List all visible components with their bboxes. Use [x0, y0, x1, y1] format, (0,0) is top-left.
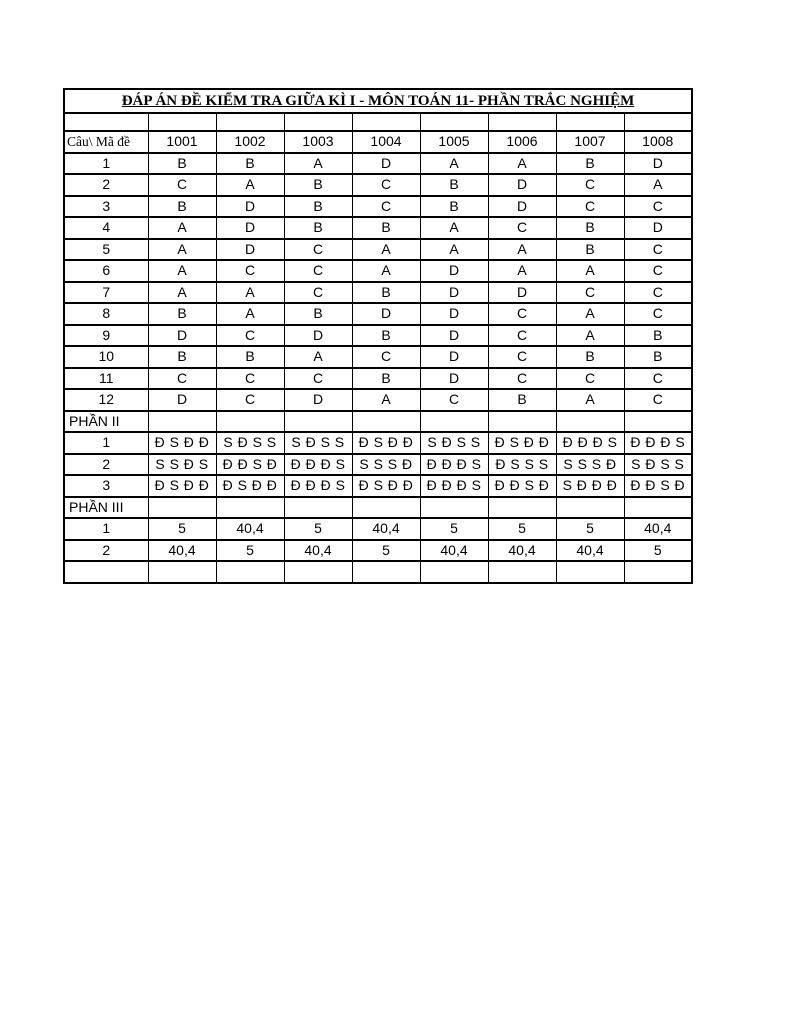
answer-cell: S Đ S S	[284, 432, 352, 454]
empty-cell	[148, 113, 216, 131]
answer-cell: B	[352, 325, 420, 347]
answer-cell: A	[556, 325, 624, 347]
answer-row-part1	[64, 260, 692, 282]
question-number: 12	[64, 389, 148, 411]
answer-cell: D	[420, 368, 488, 390]
answer-cell: Đ S S S	[488, 454, 556, 476]
answer-cell: A	[420, 153, 488, 175]
answer-cell: B	[284, 174, 352, 196]
answer-cell: Đ S Đ Đ	[488, 432, 556, 454]
empty-cell	[556, 561, 624, 583]
answer-cell: S Đ Đ Đ	[556, 475, 624, 497]
answer-cell: B	[352, 368, 420, 390]
answer-cell: 40,4	[624, 518, 692, 540]
answer-cell: D	[420, 325, 488, 347]
code-header: 1003	[284, 131, 352, 153]
answer-cell: D	[624, 217, 692, 239]
question-number: 2	[64, 174, 148, 196]
code-header: 1008	[624, 131, 692, 153]
answer-cell: D	[352, 153, 420, 175]
answer-cell: 40,4	[148, 540, 216, 562]
answer-cell: D	[352, 303, 420, 325]
table-title-row	[64, 89, 692, 113]
answer-cell: 40,4	[352, 518, 420, 540]
empty-cell	[624, 497, 692, 519]
spacer-row	[64, 113, 692, 131]
answer-cell: S S S Đ	[352, 454, 420, 476]
question-number: 3	[64, 475, 148, 497]
part3-label-row	[64, 497, 692, 519]
header-row	[64, 131, 692, 153]
question-number: 2	[64, 454, 148, 476]
empty-cell	[488, 411, 556, 433]
answer-cell: A	[148, 217, 216, 239]
answer-row-part3	[64, 518, 692, 540]
answer-cell: C	[352, 346, 420, 368]
code-header: 1004	[352, 131, 420, 153]
answer-cell: 40,4	[488, 540, 556, 562]
empty-cell	[284, 411, 352, 433]
question-number: 2	[64, 540, 148, 562]
section-label: PHẦN II	[64, 411, 148, 433]
answer-row-part2	[64, 475, 692, 497]
answer-cell: C	[420, 389, 488, 411]
answer-cell: C	[624, 239, 692, 261]
answer-cell: S Đ S S	[624, 454, 692, 476]
question-number: 8	[64, 303, 148, 325]
answer-cell: C	[624, 196, 692, 218]
spacer-row	[64, 561, 692, 583]
answer-row-part2	[64, 432, 692, 454]
answer-cell: C	[488, 368, 556, 390]
empty-cell	[148, 497, 216, 519]
answer-cell: B	[284, 217, 352, 239]
answer-row-part1	[64, 325, 692, 347]
answer-cell: C	[624, 260, 692, 282]
empty-cell	[216, 497, 284, 519]
answer-cell: B	[148, 303, 216, 325]
question-number: 3	[64, 196, 148, 218]
code-header: 1007	[556, 131, 624, 153]
answer-cell: D	[148, 389, 216, 411]
empty-cell	[64, 113, 148, 131]
answer-cell: A	[216, 282, 284, 304]
answer-cell: A	[556, 260, 624, 282]
empty-cell	[216, 113, 284, 131]
answer-row-part1	[64, 196, 692, 218]
answer-cell: 40,4	[216, 518, 284, 540]
empty-cell	[488, 113, 556, 131]
answer-cell: C	[216, 260, 284, 282]
answer-cell: B	[284, 303, 352, 325]
answer-cell: D	[420, 260, 488, 282]
answer-cell: 40,4	[284, 540, 352, 562]
answer-cell: D	[284, 389, 352, 411]
answer-cell: 5	[284, 518, 352, 540]
answer-cell: C	[216, 368, 284, 390]
answer-cell: 40,4	[556, 540, 624, 562]
question-number: 1	[64, 153, 148, 175]
answer-cell: A	[352, 389, 420, 411]
question-number: 11	[64, 368, 148, 390]
answer-row-part2	[64, 454, 692, 476]
answer-cell: A	[284, 346, 352, 368]
answer-cell: B	[352, 217, 420, 239]
answer-cell: B	[556, 239, 624, 261]
answer-cell: A	[488, 239, 556, 261]
answer-cell: C	[624, 282, 692, 304]
answer-cell: C	[488, 217, 556, 239]
empty-cell	[64, 561, 148, 583]
answer-cell: B	[420, 196, 488, 218]
answer-cell: Đ Đ S Đ	[624, 475, 692, 497]
question-number: 7	[64, 282, 148, 304]
answer-cell: B	[148, 153, 216, 175]
answer-cell: Đ S Đ Đ	[216, 475, 284, 497]
answer-cell: A	[284, 153, 352, 175]
answer-cell: C	[284, 368, 352, 390]
empty-cell	[420, 561, 488, 583]
part2-label-row	[64, 411, 692, 433]
answer-cell: Đ Đ S Đ	[488, 475, 556, 497]
answer-cell: 5	[216, 540, 284, 562]
answer-cell: D	[216, 239, 284, 261]
empty-cell	[352, 497, 420, 519]
empty-cell	[556, 497, 624, 519]
empty-cell	[488, 561, 556, 583]
answer-cell: Đ Đ Đ S	[420, 475, 488, 497]
empty-cell	[284, 561, 352, 583]
answer-cell: B	[216, 153, 284, 175]
answer-cell: Đ S Đ Đ	[148, 432, 216, 454]
answer-cell: C	[556, 174, 624, 196]
answer-cell: B	[148, 196, 216, 218]
answer-cell: A	[216, 303, 284, 325]
empty-cell	[420, 113, 488, 131]
answer-cell: B	[624, 346, 692, 368]
answer-cell: C	[488, 325, 556, 347]
answer-cell: D	[488, 282, 556, 304]
answer-row-part1	[64, 282, 692, 304]
question-number: 10	[64, 346, 148, 368]
code-header: 1005	[420, 131, 488, 153]
answer-cell: D	[216, 217, 284, 239]
answer-cell: Đ S Đ Đ	[352, 475, 420, 497]
answer-cell: C	[488, 346, 556, 368]
answer-cell: C	[556, 196, 624, 218]
empty-cell	[148, 411, 216, 433]
answer-cell: C	[284, 260, 352, 282]
section-label: PHẦN III	[64, 497, 148, 519]
empty-cell	[352, 113, 420, 131]
answer-cell: Đ S Đ Đ	[148, 475, 216, 497]
answer-cell: C	[556, 282, 624, 304]
answer-cell: B	[556, 153, 624, 175]
empty-cell	[216, 411, 284, 433]
answer-cell: 5	[420, 518, 488, 540]
answer-cell: B	[556, 217, 624, 239]
answer-cell: B	[148, 346, 216, 368]
answer-cell: D	[420, 346, 488, 368]
empty-cell	[352, 411, 420, 433]
answer-cell: Đ Đ Đ S	[284, 454, 352, 476]
answer-cell: D	[284, 325, 352, 347]
answer-cell: A	[556, 389, 624, 411]
code-header: 1002	[216, 131, 284, 153]
empty-cell	[352, 561, 420, 583]
empty-cell	[488, 497, 556, 519]
code-header: 1001	[148, 131, 216, 153]
answer-cell: 5	[556, 518, 624, 540]
answer-cell: C	[216, 325, 284, 347]
answer-cell: B	[624, 325, 692, 347]
question-number: 9	[64, 325, 148, 347]
answer-cell: S Đ S S	[216, 432, 284, 454]
answer-cell: 5	[148, 518, 216, 540]
answer-cell: Đ Đ Đ S	[420, 454, 488, 476]
answer-cell: C	[352, 174, 420, 196]
question-number: 1	[64, 518, 148, 540]
answer-cell: A	[624, 174, 692, 196]
answer-cell: Đ S Đ Đ	[352, 432, 420, 454]
answer-cell: C	[284, 282, 352, 304]
empty-cell	[624, 113, 692, 131]
answer-cell: D	[488, 174, 556, 196]
answer-cell: C	[624, 389, 692, 411]
answer-cell: D	[420, 282, 488, 304]
empty-cell	[148, 561, 216, 583]
empty-cell	[624, 411, 692, 433]
answer-cell: B	[352, 282, 420, 304]
answer-cell: A	[148, 260, 216, 282]
answer-row-part1	[64, 217, 692, 239]
answer-cell: D	[148, 325, 216, 347]
answer-cell: B	[284, 196, 352, 218]
answer-cell: C	[352, 196, 420, 218]
answer-cell: C	[284, 239, 352, 261]
question-number: 5	[64, 239, 148, 261]
answer-row-part1	[64, 153, 692, 175]
empty-cell	[624, 561, 692, 583]
empty-cell	[284, 113, 352, 131]
answer-cell: S Đ S S	[420, 432, 488, 454]
answer-cell: A	[148, 282, 216, 304]
answer-cell: C	[216, 389, 284, 411]
answer-cell: A	[216, 174, 284, 196]
answer-cell: 5	[624, 540, 692, 562]
answer-cell: B	[488, 389, 556, 411]
question-number: 6	[64, 260, 148, 282]
answer-row-part3	[64, 540, 692, 562]
answer-row-part1	[64, 239, 692, 261]
answer-cell: C	[148, 368, 216, 390]
answer-row-part1	[64, 174, 692, 196]
code-header: 1006	[488, 131, 556, 153]
answer-cell: A	[352, 239, 420, 261]
answer-cell: B	[420, 174, 488, 196]
answer-cell: A	[420, 217, 488, 239]
answer-cell: A	[556, 303, 624, 325]
answer-cell: Đ Đ S Đ	[216, 454, 284, 476]
empty-cell	[284, 497, 352, 519]
answer-key-table	[63, 88, 693, 584]
answer-cell: D	[216, 196, 284, 218]
answer-cell: S S Đ S	[148, 454, 216, 476]
answer-cell: C	[624, 303, 692, 325]
answer-cell: D	[420, 303, 488, 325]
answer-cell: A	[420, 239, 488, 261]
answer-cell: A	[488, 260, 556, 282]
answer-cell: C	[488, 303, 556, 325]
empty-cell	[420, 411, 488, 433]
answer-cell: S S S Đ	[556, 454, 624, 476]
answer-cell: Đ Đ Đ S	[624, 432, 692, 454]
answer-cell: A	[488, 153, 556, 175]
empty-cell	[216, 561, 284, 583]
answer-row-part1	[64, 389, 692, 411]
answer-cell: Đ Đ Đ S	[284, 475, 352, 497]
answer-row-part1	[64, 368, 692, 390]
answer-cell: A	[148, 239, 216, 261]
answer-cell: B	[556, 346, 624, 368]
answer-row-part1	[64, 303, 692, 325]
answer-cell: 5	[352, 540, 420, 562]
answer-row-part1	[64, 346, 692, 368]
empty-cell	[556, 411, 624, 433]
answer-cell: D	[488, 196, 556, 218]
answer-cell: 40,4	[420, 540, 488, 562]
corner-header: Câu\ Mã đề	[64, 131, 148, 153]
answer-cell: Đ Đ Đ S	[556, 432, 624, 454]
answer-cell: C	[148, 174, 216, 196]
empty-cell	[556, 113, 624, 131]
answer-cell: 5	[488, 518, 556, 540]
question-number: 4	[64, 217, 148, 239]
table-title: ĐÁP ÁN ĐỀ KIỂM TRA GIỮA KÌ I - MÔN TOÁN 11- PHẦN TRẮC NGHIỆM	[64, 89, 692, 113]
answer-cell: C	[556, 368, 624, 390]
answer-cell: D	[624, 153, 692, 175]
answer-cell: B	[216, 346, 284, 368]
empty-cell	[420, 497, 488, 519]
question-number: 1	[64, 432, 148, 454]
answer-cell: C	[624, 368, 692, 390]
answer-cell: A	[352, 260, 420, 282]
